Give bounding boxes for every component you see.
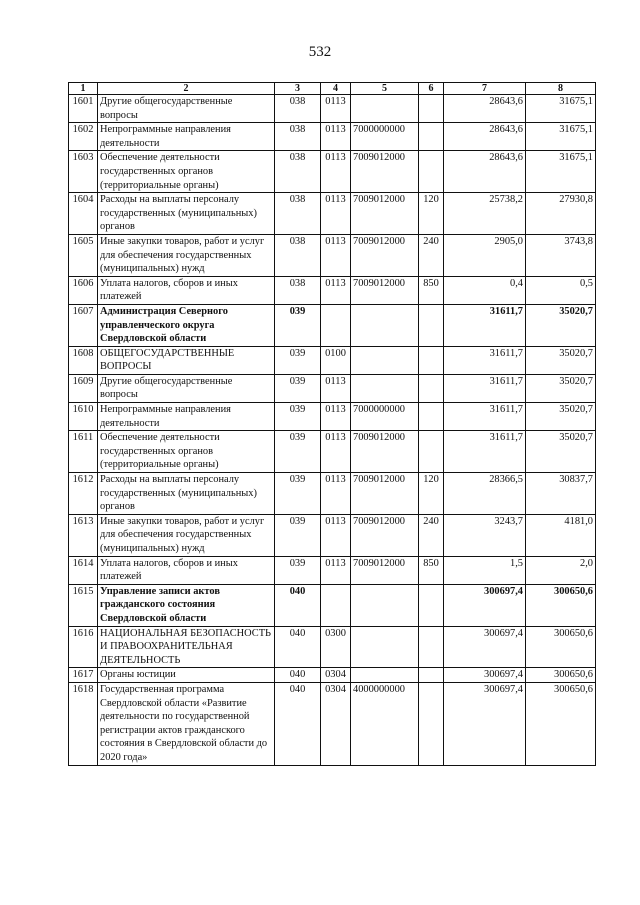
page-number: 532	[308, 44, 332, 60]
row-target-code-cell: 7009012000	[351, 556, 419, 584]
row-target-code-cell	[351, 304, 419, 346]
row-admin-code-cell: 039	[275, 403, 321, 431]
row-amount-year1-cell: 1,5	[444, 556, 526, 584]
row-number-cell: 1603	[69, 151, 98, 193]
row-amount-year1-cell: 300697,4	[444, 668, 526, 683]
row-amount-year2-cell: 300650,6	[526, 626, 596, 668]
row-target-code-cell: 7000000000	[351, 403, 419, 431]
row-amount-year1-cell: 31611,7	[444, 431, 526, 473]
row-admin-code-cell: 039	[275, 374, 321, 402]
row-target-code-cell	[351, 95, 419, 123]
row-section-cell: 0113	[321, 234, 351, 276]
row-expense-type-cell	[419, 431, 444, 473]
row-target-code-cell: 7009012000	[351, 234, 419, 276]
header-cell-7: 7	[444, 83, 526, 95]
row-admin-code-cell: 040	[275, 682, 321, 765]
row-section-cell: 0113	[321, 123, 351, 151]
row-name-cell: Непрограммные направления деятельности	[98, 123, 275, 151]
header-cell-5: 5	[351, 83, 419, 95]
row-number-cell: 1606	[69, 276, 98, 304]
row-admin-code-cell: 039	[275, 514, 321, 556]
row-name-cell: Иные закупки товаров, работ и услуг для обеспечения государственных (муниципальных) нужд	[98, 234, 275, 276]
table-row	[69, 304, 596, 346]
row-number-cell: 1614	[69, 556, 98, 584]
row-name-cell: Другие общегосударственные вопросы	[98, 374, 275, 402]
row-target-code-cell	[351, 584, 419, 626]
row-name-cell: Органы юстиции	[98, 668, 275, 683]
row-target-code-cell: 7009012000	[351, 514, 419, 556]
row-admin-code-cell: 039	[275, 346, 321, 374]
table-row	[69, 374, 596, 402]
row-target-code-cell: 7009012000	[351, 473, 419, 515]
row-expense-type-cell	[419, 403, 444, 431]
row-amount-year1-cell: 25738,2	[444, 193, 526, 235]
row-section-cell: 0113	[321, 514, 351, 556]
row-amount-year2-cell: 31675,1	[526, 123, 596, 151]
row-number-cell: 1612	[69, 473, 98, 515]
table-row	[69, 584, 596, 626]
table-row	[69, 346, 596, 374]
row-number-cell: 1616	[69, 626, 98, 668]
row-number-cell: 1615	[69, 584, 98, 626]
row-target-code-cell: 7000000000	[351, 123, 419, 151]
row-expense-type-cell: 240	[419, 234, 444, 276]
row-amount-year2-cell: 35020,7	[526, 346, 596, 374]
row-name-cell: Обеспечение деятельности государственных органов (территориальные органы)	[98, 431, 275, 473]
row-target-code-cell	[351, 668, 419, 683]
row-section-cell: 0113	[321, 431, 351, 473]
table-row	[69, 276, 596, 304]
header-cell-3: 3	[275, 83, 321, 95]
row-amount-year1-cell: 300697,4	[444, 626, 526, 668]
row-admin-code-cell: 038	[275, 95, 321, 123]
row-expense-type-cell	[419, 346, 444, 374]
row-admin-code-cell: 038	[275, 276, 321, 304]
row-amount-year2-cell: 31675,1	[526, 151, 596, 193]
header-cell-1: 1	[69, 83, 98, 95]
row-amount-year2-cell: 35020,7	[526, 374, 596, 402]
row-amount-year1-cell: 300697,4	[444, 584, 526, 626]
row-amount-year2-cell: 300650,6	[526, 682, 596, 765]
row-amount-year1-cell: 28366,5	[444, 473, 526, 515]
row-name-cell: Обеспечение деятельности государственных органов (территориальные органы)	[98, 151, 275, 193]
row-expense-type-cell: 850	[419, 276, 444, 304]
header-cell-4: 4	[321, 83, 351, 95]
row-name-cell: Другие общегосударственные вопросы	[98, 95, 275, 123]
row-amount-year2-cell: 0,5	[526, 276, 596, 304]
row-amount-year2-cell: 30837,7	[526, 473, 596, 515]
row-amount-year2-cell: 2,0	[526, 556, 596, 584]
row-expense-type-cell	[419, 95, 444, 123]
row-target-code-cell	[351, 626, 419, 668]
table-row	[69, 473, 596, 515]
table-row	[69, 626, 596, 668]
table-row	[69, 95, 596, 123]
table-row	[69, 556, 596, 584]
row-admin-code-cell: 039	[275, 473, 321, 515]
row-number-cell: 1605	[69, 234, 98, 276]
row-number-cell: 1617	[69, 668, 98, 683]
row-section-cell	[321, 304, 351, 346]
row-number-cell: 1618	[69, 682, 98, 765]
row-number-cell: 1602	[69, 123, 98, 151]
table-row	[69, 668, 596, 683]
row-section-cell: 0113	[321, 556, 351, 584]
table-row	[69, 431, 596, 473]
row-expense-type-cell	[419, 374, 444, 402]
header-cell-8: 8	[526, 83, 596, 95]
row-name-cell: НАЦИОНАЛЬНАЯ БЕЗОПАСНОСТЬ И ПРАВООХРАНИТЕЛЬНАЯ ДЕЯТЕЛЬНОСТЬ	[98, 626, 275, 668]
row-admin-code-cell: 038	[275, 193, 321, 235]
row-expense-type-cell: 120	[419, 473, 444, 515]
header-cell-2: 2	[98, 83, 275, 95]
row-number-cell: 1601	[69, 95, 98, 123]
row-section-cell: 0304	[321, 668, 351, 683]
row-admin-code-cell: 040	[275, 626, 321, 668]
row-name-cell: Администрация Северного управленческого округа Свердловской области	[98, 304, 275, 346]
row-target-code-cell: 7009012000	[351, 431, 419, 473]
row-admin-code-cell: 038	[275, 234, 321, 276]
row-section-cell: 0300	[321, 626, 351, 668]
row-expense-type-cell	[419, 682, 444, 765]
row-amount-year2-cell: 300650,6	[526, 668, 596, 683]
row-name-cell: Управление записи актов гражданского состояния Свердловской области	[98, 584, 275, 626]
row-number-cell: 1611	[69, 431, 98, 473]
table-row	[69, 123, 596, 151]
row-amount-year2-cell: 3743,8	[526, 234, 596, 276]
row-amount-year2-cell: 4181,0	[526, 514, 596, 556]
row-section-cell: 0113	[321, 193, 351, 235]
row-name-cell: Расходы на выплаты персоналу государственных (муниципальных) органов	[98, 193, 275, 235]
row-name-cell: Уплата налогов, сборов и иных платежей	[98, 276, 275, 304]
row-number-cell: 1607	[69, 304, 98, 346]
row-expense-type-cell	[419, 123, 444, 151]
row-amount-year1-cell: 0,4	[444, 276, 526, 304]
row-amount-year2-cell: 35020,7	[526, 403, 596, 431]
row-amount-year2-cell: 27930,8	[526, 193, 596, 235]
row-number-cell: 1608	[69, 346, 98, 374]
row-section-cell: 0113	[321, 276, 351, 304]
row-expense-type-cell: 240	[419, 514, 444, 556]
row-amount-year1-cell: 31611,7	[444, 403, 526, 431]
row-number-cell: 1613	[69, 514, 98, 556]
row-amount-year1-cell: 31611,7	[444, 374, 526, 402]
header-row	[69, 83, 596, 95]
row-section-cell: 0113	[321, 403, 351, 431]
row-admin-code-cell: 040	[275, 584, 321, 626]
row-number-cell: 1609	[69, 374, 98, 402]
row-amount-year1-cell: 31611,7	[444, 304, 526, 346]
row-target-code-cell: 7009012000	[351, 276, 419, 304]
row-expense-type-cell	[419, 151, 444, 193]
table-row	[69, 403, 596, 431]
row-amount-year2-cell: 35020,7	[526, 304, 596, 346]
row-admin-code-cell: 040	[275, 668, 321, 683]
row-amount-year1-cell: 300697,4	[444, 682, 526, 765]
row-section-cell: 0113	[321, 374, 351, 402]
table-row	[69, 151, 596, 193]
row-name-cell: Уплата налогов, сборов и иных платежей	[98, 556, 275, 584]
row-admin-code-cell: 038	[275, 151, 321, 193]
row-number-cell: 1604	[69, 193, 98, 235]
table-row	[69, 682, 596, 765]
row-section-cell: 0304	[321, 682, 351, 765]
table-row	[69, 514, 596, 556]
row-name-cell: Расходы на выплаты персоналу государственных (муниципальных) органов	[98, 473, 275, 515]
row-expense-type-cell: 120	[419, 193, 444, 235]
row-admin-code-cell: 039	[275, 431, 321, 473]
row-section-cell: 0113	[321, 151, 351, 193]
row-admin-code-cell: 039	[275, 556, 321, 584]
row-section-cell: 0113	[321, 473, 351, 515]
row-target-code-cell	[351, 374, 419, 402]
row-target-code-cell: 4000000000	[351, 682, 419, 765]
row-name-cell: Государственная программа Свердловской области «Развитие деятельности по государственной регистрации актов гражданского состояния в Свердловской области до 2020 года»	[98, 682, 275, 765]
row-expense-type-cell	[419, 668, 444, 683]
row-name-cell: ОБЩЕГОСУДАРСТВЕННЫЕ ВОПРОСЫ	[98, 346, 275, 374]
row-target-code-cell: 7009012000	[351, 193, 419, 235]
row-amount-year2-cell: 300650,6	[526, 584, 596, 626]
budget-table	[68, 82, 596, 766]
row-amount-year1-cell: 28643,6	[444, 123, 526, 151]
row-amount-year1-cell: 31611,7	[444, 346, 526, 374]
row-expense-type-cell	[419, 584, 444, 626]
row-number-cell: 1610	[69, 403, 98, 431]
header-cell-6: 6	[419, 83, 444, 95]
row-amount-year1-cell: 28643,6	[444, 151, 526, 193]
row-expense-type-cell	[419, 626, 444, 668]
row-expense-type-cell	[419, 304, 444, 346]
row-name-cell: Иные закупки товаров, работ и услуг для обеспечения государственных (муниципальных) нужд	[98, 514, 275, 556]
row-amount-year2-cell: 35020,7	[526, 431, 596, 473]
row-amount-year1-cell: 2905,0	[444, 234, 526, 276]
row-admin-code-cell: 039	[275, 304, 321, 346]
row-name-cell: Непрограммные направления деятельности	[98, 403, 275, 431]
row-admin-code-cell: 038	[275, 123, 321, 151]
table-body	[69, 95, 596, 766]
row-section-cell	[321, 584, 351, 626]
row-target-code-cell: 7009012000	[351, 151, 419, 193]
table-row	[69, 193, 596, 235]
row-target-code-cell	[351, 346, 419, 374]
row-amount-year1-cell: 3243,7	[444, 514, 526, 556]
row-section-cell: 0100	[321, 346, 351, 374]
row-expense-type-cell: 850	[419, 556, 444, 584]
row-section-cell: 0113	[321, 95, 351, 123]
row-amount-year2-cell: 31675,1	[526, 95, 596, 123]
row-amount-year1-cell: 28643,6	[444, 95, 526, 123]
table-row	[69, 234, 596, 276]
